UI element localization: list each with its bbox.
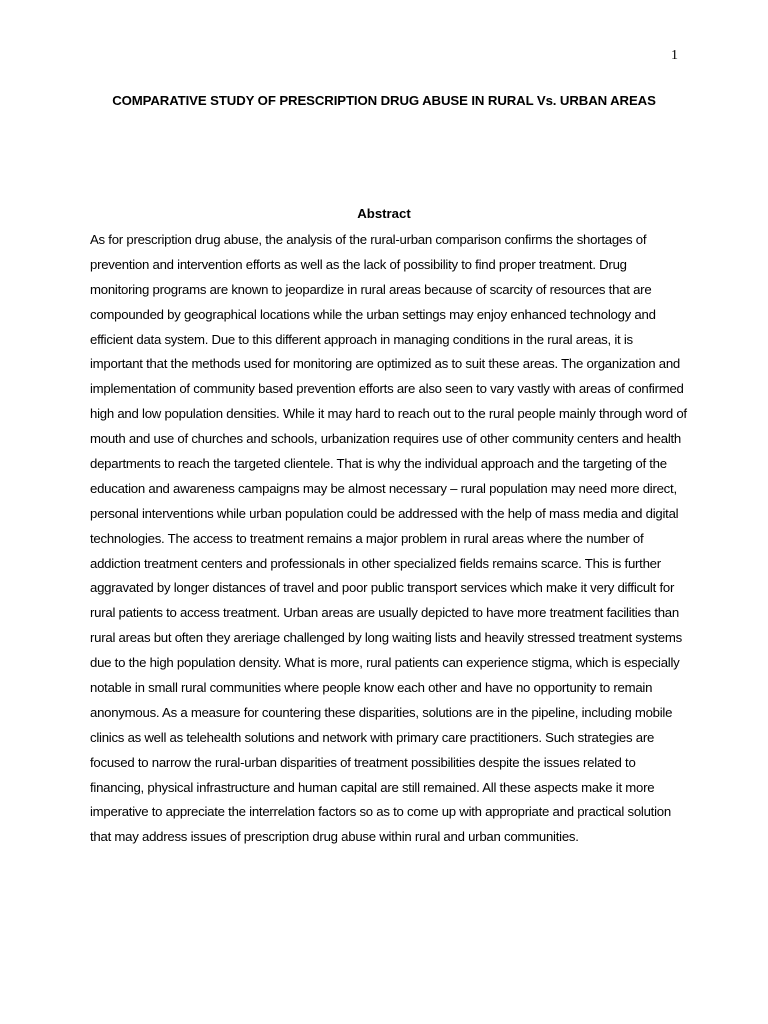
abstract-line: compounded by geographical locations while the urban settings may enjoy enhanced technology and <box>90 306 656 322</box>
abstract-heading: Abstract <box>357 206 411 221</box>
abstract-line: focused to narrow the rural-urban disparities of treatment possibilities despite the issues related to <box>90 754 636 770</box>
abstract-line: anonymous. As a measure for countering these disparities, solutions are in the pipeline, including mobile <box>90 704 673 720</box>
abstract-line: technologies. The access to treatment remains a major problem in rural areas where the number of <box>90 530 644 546</box>
abstract-line: that may address issues of prescription drug abuse within rural and urban communities. <box>90 829 579 845</box>
abstract-line: financing, physical infrastructure and human capital are still remained. All these aspects make it more <box>90 779 655 795</box>
abstract-body <box>90 228 690 850</box>
abstract-line: addiction treatment centers and professionals in other specialized fields remains scarce. This is further <box>90 555 661 571</box>
document-title: COMPARATIVE STUDY OF PRESCRIPTION DRUG ABUSE IN RURAL Vs. URBAN AREAS <box>112 93 656 108</box>
abstract-line: implementation of community based prevention efforts are also seen to vary vastly with areas of confirmed <box>90 381 684 397</box>
abstract-line: efficient data system. Due to this different approach in managing conditions in the rural areas, it is <box>90 331 633 347</box>
abstract-line: rural areas but often they areriage challenged by long waiting lists and heavily stressed treatment systems <box>90 630 682 646</box>
abstract-line: high and low population densities. While it may hard to reach out to the rural people mainly through word of <box>90 406 687 422</box>
abstract-line: aggravated by longer distances of travel and poor public transport services which make it very difficult for <box>90 580 675 596</box>
abstract-line: imperative to appreciate the interrelation factors so as to come up with appropriate and practical solution <box>90 804 671 820</box>
abstract-line: education and awareness campaigns may be almost necessary – rural population may need more direct, <box>90 480 677 496</box>
abstract-line: notable in small rural communities where people know each other and have no opportunity to remain <box>90 680 653 696</box>
abstract-line: rural patients to access treatment. Urban areas are usually depicted to have more treatment facilities than <box>90 605 679 621</box>
abstract-line: prevention and intervention efforts as well as the lack of possibility to find proper treatment. Drug <box>90 256 627 272</box>
abstract-line: departments to reach the targeted clientele. That is why the individual approach and the targeting of the <box>90 456 667 472</box>
page-number: 1 <box>671 48 678 63</box>
abstract-line: due to the high population density. What is more, rural patients can experience stigma, which is especially <box>90 655 680 671</box>
abstract-line: monitoring programs are known to jeopardize in rural areas because of scarcity of resources that are <box>90 281 652 297</box>
abstract-line: mouth and use of churches and schools, urbanization requires use of other community centers and health <box>90 431 682 447</box>
abstract-line: important that the methods used for monitoring are optimized as to suit these areas. The organization and <box>90 356 681 372</box>
abstract-line: personal interventions while urban population could be addressed with the help of mass media and digital <box>90 505 679 521</box>
abstract-line: As for prescription drug abuse, the analysis of the rural-urban comparison confirms the shortages of <box>90 232 647 247</box>
abstract-line: clinics as well as telehealth solutions and network with primary care practitioners. Such strategies are <box>90 729 655 745</box>
